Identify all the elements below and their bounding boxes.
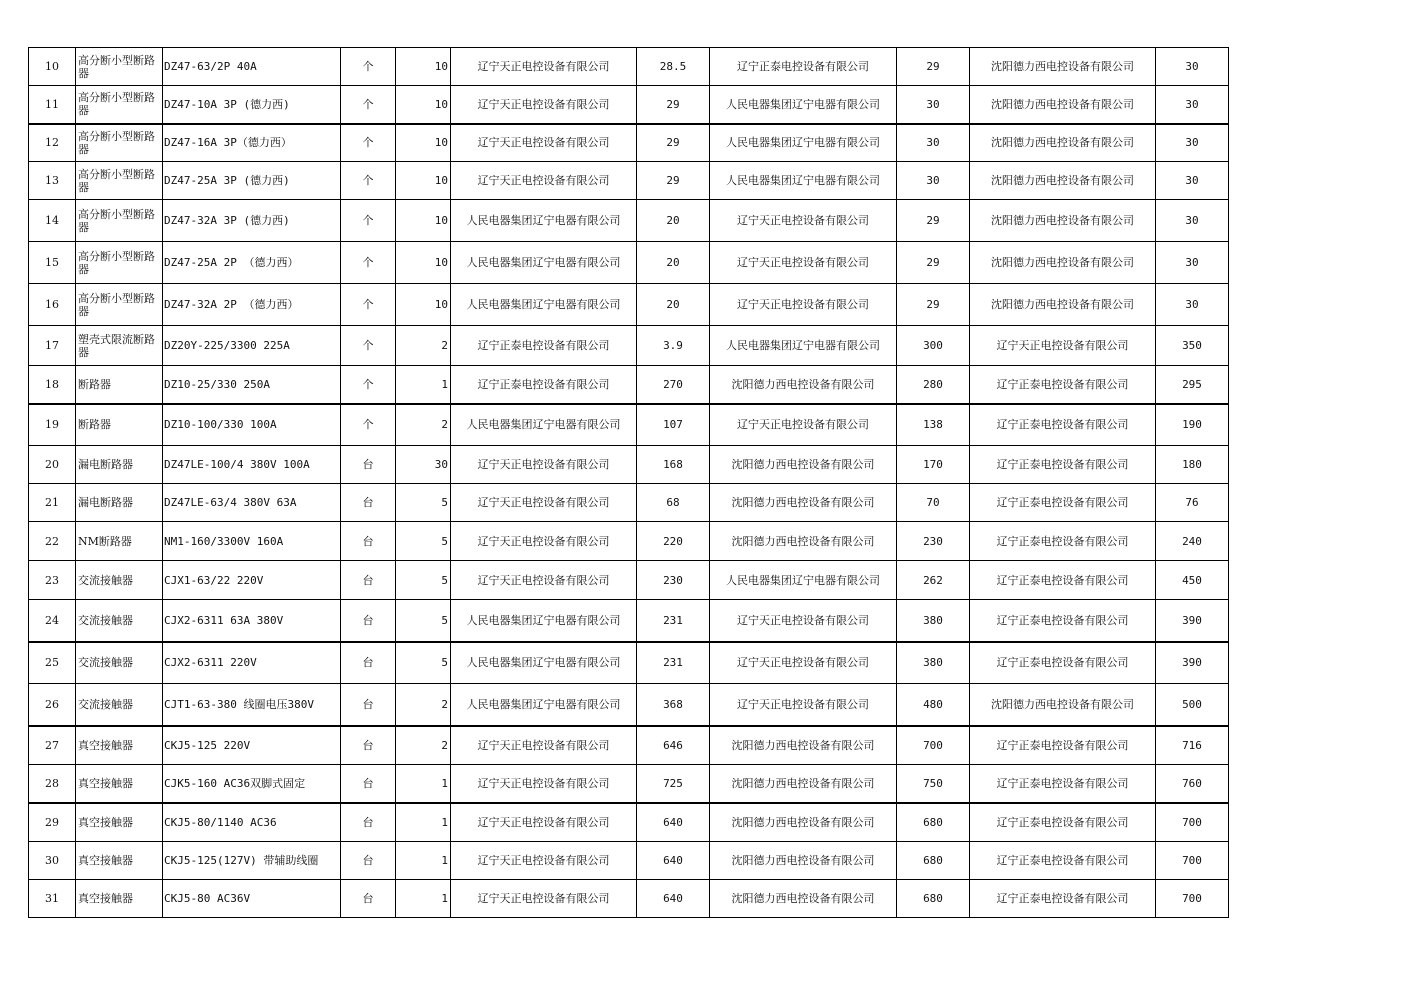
supplier-2-price: 380 xyxy=(897,600,970,642)
supplier-1-name: 辽宁天正电控设备有限公司 xyxy=(451,446,637,484)
row-number: 16 xyxy=(29,284,76,326)
item-unit: 台 xyxy=(341,803,396,842)
supplier-1-price: 640 xyxy=(637,842,710,880)
supplier-2-name: 辽宁正泰电控设备有限公司 xyxy=(710,48,897,86)
supplier-1-name: 辽宁天正电控设备有限公司 xyxy=(451,162,637,200)
supplier-1-price: 29 xyxy=(637,124,710,162)
item-quantity: 5 xyxy=(396,561,451,600)
supplier-1-name: 辽宁天正电控设备有限公司 xyxy=(451,522,637,561)
item-name: 真空接触器 xyxy=(76,880,163,918)
supplier-2-price: 680 xyxy=(897,803,970,842)
row-number: 25 xyxy=(29,642,76,684)
supplier-3-price: 760 xyxy=(1156,765,1229,803)
table-row xyxy=(29,726,1229,765)
row-number: 24 xyxy=(29,600,76,642)
supplier-3-name: 辽宁正泰电控设备有限公司 xyxy=(970,522,1156,561)
item-model: DZ47LE-100/4 380V 100A xyxy=(163,446,341,484)
table-row xyxy=(29,200,1229,242)
supplier-1-name: 辽宁天正电控设备有限公司 xyxy=(451,842,637,880)
item-name: 真空接触器 xyxy=(76,726,163,765)
supplier-1-price: 20 xyxy=(637,242,710,284)
item-unit: 个 xyxy=(341,48,396,86)
item-model: DZ10-100/330 100A xyxy=(163,404,341,446)
supplier-2-price: 750 xyxy=(897,765,970,803)
supplier-2-price: 680 xyxy=(897,842,970,880)
supplier-2-price: 230 xyxy=(897,522,970,561)
item-name: 高分断小型断路器 xyxy=(76,242,163,284)
table-row xyxy=(29,366,1229,404)
item-name: 断路器 xyxy=(76,404,163,446)
supplier-1-price: 220 xyxy=(637,522,710,561)
item-quantity: 5 xyxy=(396,484,451,522)
table-body xyxy=(29,48,1229,918)
supplier-2-price: 170 xyxy=(897,446,970,484)
item-unit: 台 xyxy=(341,726,396,765)
supplier-3-price: 700 xyxy=(1156,880,1229,918)
supplier-3-name: 沈阳德力西电控设备有限公司 xyxy=(970,200,1156,242)
item-model: CKJ5-125(127V) 带辅助线圈 xyxy=(163,842,341,880)
item-model: CJX2-6311 63A 380V xyxy=(163,600,341,642)
item-quantity: 1 xyxy=(396,765,451,803)
item-name: 交流接触器 xyxy=(76,600,163,642)
supplier-3-price: 500 xyxy=(1156,684,1229,726)
item-unit: 台 xyxy=(341,642,396,684)
item-unit: 个 xyxy=(341,366,396,404)
supplier-3-name: 辽宁正泰电控设备有限公司 xyxy=(970,561,1156,600)
row-number: 21 xyxy=(29,484,76,522)
supplier-1-price: 230 xyxy=(637,561,710,600)
item-name: 塑壳式限流断路器 xyxy=(76,326,163,366)
row-number: 20 xyxy=(29,446,76,484)
item-quantity: 2 xyxy=(396,684,451,726)
item-unit: 台 xyxy=(341,880,396,918)
supplier-1-price: 231 xyxy=(637,600,710,642)
item-unit: 个 xyxy=(341,124,396,162)
supplier-2-price: 138 xyxy=(897,404,970,446)
item-model: DZ47-25A 2P （德力西） xyxy=(163,242,341,284)
supplier-2-price: 30 xyxy=(897,124,970,162)
item-quantity: 2 xyxy=(396,404,451,446)
supplier-1-price: 68 xyxy=(637,484,710,522)
supplier-2-name: 沈阳德力西电控设备有限公司 xyxy=(710,803,897,842)
table-row xyxy=(29,561,1229,600)
supplier-2-price: 300 xyxy=(897,326,970,366)
item-model: DZ47-32A 2P （德力西） xyxy=(163,284,341,326)
item-name: 高分断小型断路器 xyxy=(76,86,163,124)
supplier-3-name: 辽宁正泰电控设备有限公司 xyxy=(970,880,1156,918)
item-model: CJX1-63/22 220V xyxy=(163,561,341,600)
row-number: 31 xyxy=(29,880,76,918)
item-name: 高分断小型断路器 xyxy=(76,48,163,86)
item-unit: 个 xyxy=(341,242,396,284)
supplier-1-price: 640 xyxy=(637,880,710,918)
supplier-2-name: 沈阳德力西电控设备有限公司 xyxy=(710,842,897,880)
table-row xyxy=(29,86,1229,124)
table-row xyxy=(29,600,1229,642)
item-quantity: 2 xyxy=(396,726,451,765)
item-quantity: 30 xyxy=(396,446,451,484)
supplier-3-price: 700 xyxy=(1156,842,1229,880)
supplier-3-name: 沈阳德力西电控设备有限公司 xyxy=(970,684,1156,726)
row-number: 23 xyxy=(29,561,76,600)
supplier-3-name: 辽宁正泰电控设备有限公司 xyxy=(970,803,1156,842)
item-quantity: 5 xyxy=(396,642,451,684)
supplier-2-name: 辽宁天正电控设备有限公司 xyxy=(710,684,897,726)
supplier-3-price: 190 xyxy=(1156,404,1229,446)
supplier-1-price: 107 xyxy=(637,404,710,446)
supplier-2-price: 30 xyxy=(897,86,970,124)
supplier-3-price: 30 xyxy=(1156,242,1229,284)
item-name: 交流接触器 xyxy=(76,642,163,684)
supplier-2-price: 29 xyxy=(897,48,970,86)
table-row xyxy=(29,803,1229,842)
supplier-1-name: 辽宁天正电控设备有限公司 xyxy=(451,726,637,765)
supplier-2-price: 700 xyxy=(897,726,970,765)
item-unit: 台 xyxy=(341,600,396,642)
supplier-3-price: 390 xyxy=(1156,600,1229,642)
item-model: DZ47-16A 3P（德力西） xyxy=(163,124,341,162)
table-row xyxy=(29,842,1229,880)
table-row xyxy=(29,684,1229,726)
item-model: DZ47LE-63/4 380V 63A xyxy=(163,484,341,522)
supplier-1-name: 辽宁天正电控设备有限公司 xyxy=(451,803,637,842)
supplier-2-price: 70 xyxy=(897,484,970,522)
supplier-2-price: 29 xyxy=(897,200,970,242)
item-name: 高分断小型断路器 xyxy=(76,124,163,162)
item-model: DZ10-25/330 250A xyxy=(163,366,341,404)
supplier-3-price: 30 xyxy=(1156,162,1229,200)
item-unit: 台 xyxy=(341,446,396,484)
supplier-1-price: 20 xyxy=(637,284,710,326)
supplier-2-name: 人民电器集团辽宁电器有限公司 xyxy=(710,561,897,600)
supplier-3-name: 辽宁正泰电控设备有限公司 xyxy=(970,366,1156,404)
supplier-1-name: 辽宁天正电控设备有限公司 xyxy=(451,484,637,522)
supplier-2-name: 人民电器集团辽宁电器有限公司 xyxy=(710,86,897,124)
supplier-1-name: 辽宁天正电控设备有限公司 xyxy=(451,124,637,162)
supplier-1-name: 人民电器集团辽宁电器有限公司 xyxy=(451,600,637,642)
item-quantity: 10 xyxy=(396,48,451,86)
supplier-1-name: 人民电器集团辽宁电器有限公司 xyxy=(451,642,637,684)
supplier-2-name: 辽宁天正电控设备有限公司 xyxy=(710,200,897,242)
item-quantity: 10 xyxy=(396,242,451,284)
supplier-3-price: 700 xyxy=(1156,803,1229,842)
supplier-3-name: 沈阳德力西电控设备有限公司 xyxy=(970,242,1156,284)
supplier-3-price: 350 xyxy=(1156,326,1229,366)
price-comparison-table xyxy=(28,47,1229,918)
supplier-3-price: 295 xyxy=(1156,366,1229,404)
supplier-1-price: 29 xyxy=(637,162,710,200)
item-quantity: 10 xyxy=(396,284,451,326)
supplier-1-price: 646 xyxy=(637,726,710,765)
supplier-3-price: 716 xyxy=(1156,726,1229,765)
item-name: 真空接触器 xyxy=(76,765,163,803)
item-model: DZ47-63/2P 40A xyxy=(163,48,341,86)
item-model: CKJ5-125 220V xyxy=(163,726,341,765)
supplier-1-name: 人民电器集团辽宁电器有限公司 xyxy=(451,404,637,446)
table-row xyxy=(29,162,1229,200)
table-row xyxy=(29,242,1229,284)
supplier-1-price: 20 xyxy=(637,200,710,242)
item-model: CKJ5-80 AC36V xyxy=(163,880,341,918)
item-name: 高分断小型断路器 xyxy=(76,284,163,326)
table-row xyxy=(29,522,1229,561)
row-number: 14 xyxy=(29,200,76,242)
item-unit: 台 xyxy=(341,522,396,561)
item-model: CJX2-6311 220V xyxy=(163,642,341,684)
supplier-2-name: 辽宁天正电控设备有限公司 xyxy=(710,404,897,446)
row-number: 13 xyxy=(29,162,76,200)
table-row xyxy=(29,326,1229,366)
item-name: 高分断小型断路器 xyxy=(76,200,163,242)
supplier-3-name: 辽宁正泰电控设备有限公司 xyxy=(970,765,1156,803)
item-name: 真空接触器 xyxy=(76,803,163,842)
supplier-1-price: 28.5 xyxy=(637,48,710,86)
supplier-3-price: 240 xyxy=(1156,522,1229,561)
supplier-3-name: 沈阳德力西电控设备有限公司 xyxy=(970,124,1156,162)
row-number: 19 xyxy=(29,404,76,446)
supplier-3-name: 辽宁正泰电控设备有限公司 xyxy=(970,726,1156,765)
supplier-3-price: 30 xyxy=(1156,124,1229,162)
supplier-3-price: 76 xyxy=(1156,484,1229,522)
supplier-3-price: 30 xyxy=(1156,48,1229,86)
supplier-2-price: 280 xyxy=(897,366,970,404)
supplier-1-name: 辽宁正泰电控设备有限公司 xyxy=(451,326,637,366)
supplier-1-name: 人民电器集团辽宁电器有限公司 xyxy=(451,284,637,326)
row-number: 12 xyxy=(29,124,76,162)
supplier-3-name: 辽宁正泰电控设备有限公司 xyxy=(970,842,1156,880)
supplier-1-price: 640 xyxy=(637,803,710,842)
row-number: 28 xyxy=(29,765,76,803)
table-row xyxy=(29,404,1229,446)
supplier-2-name: 沈阳德力西电控设备有限公司 xyxy=(710,446,897,484)
supplier-3-price: 180 xyxy=(1156,446,1229,484)
supplier-1-price: 368 xyxy=(637,684,710,726)
table-row xyxy=(29,642,1229,684)
item-name: NM断路器 xyxy=(76,522,163,561)
row-number: 30 xyxy=(29,842,76,880)
item-unit: 台 xyxy=(341,561,396,600)
supplier-2-price: 680 xyxy=(897,880,970,918)
item-unit: 个 xyxy=(341,326,396,366)
item-name: 交流接触器 xyxy=(76,561,163,600)
item-model: DZ20Y-225/3300 225A xyxy=(163,326,341,366)
supplier-3-price: 30 xyxy=(1156,200,1229,242)
item-quantity: 10 xyxy=(396,124,451,162)
table-row xyxy=(29,284,1229,326)
supplier-1-name: 人民电器集团辽宁电器有限公司 xyxy=(451,242,637,284)
supplier-1-price: 3.9 xyxy=(637,326,710,366)
supplier-1-name: 人民电器集团辽宁电器有限公司 xyxy=(451,200,637,242)
row-number: 27 xyxy=(29,726,76,765)
item-quantity: 1 xyxy=(396,366,451,404)
supplier-1-price: 270 xyxy=(637,366,710,404)
row-number: 17 xyxy=(29,326,76,366)
supplier-2-name: 沈阳德力西电控设备有限公司 xyxy=(710,726,897,765)
supplier-1-name: 辽宁正泰电控设备有限公司 xyxy=(451,366,637,404)
supplier-3-name: 辽宁正泰电控设备有限公司 xyxy=(970,446,1156,484)
supplier-2-name: 辽宁天正电控设备有限公司 xyxy=(710,242,897,284)
supplier-2-name: 人民电器集团辽宁电器有限公司 xyxy=(710,326,897,366)
row-number: 10 xyxy=(29,48,76,86)
supplier-1-name: 辽宁天正电控设备有限公司 xyxy=(451,86,637,124)
item-unit: 个 xyxy=(341,200,396,242)
item-unit: 个 xyxy=(341,162,396,200)
supplier-2-name: 人民电器集团辽宁电器有限公司 xyxy=(710,124,897,162)
table-row xyxy=(29,48,1229,86)
supplier-2-price: 262 xyxy=(897,561,970,600)
supplier-3-name: 辽宁天正电控设备有限公司 xyxy=(970,326,1156,366)
supplier-1-price: 725 xyxy=(637,765,710,803)
item-quantity: 2 xyxy=(396,326,451,366)
supplier-2-price: 29 xyxy=(897,284,970,326)
supplier-3-name: 辽宁正泰电控设备有限公司 xyxy=(970,600,1156,642)
supplier-2-price: 480 xyxy=(897,684,970,726)
supplier-2-price: 29 xyxy=(897,242,970,284)
supplier-1-name: 辽宁天正电控设备有限公司 xyxy=(451,561,637,600)
supplier-2-name: 辽宁天正电控设备有限公司 xyxy=(710,642,897,684)
item-model: DZ47-32A 3P (德力西) xyxy=(163,200,341,242)
supplier-2-name: 辽宁天正电控设备有限公司 xyxy=(710,600,897,642)
supplier-3-name: 沈阳德力西电控设备有限公司 xyxy=(970,162,1156,200)
supplier-3-name: 辽宁正泰电控设备有限公司 xyxy=(970,404,1156,446)
item-unit: 台 xyxy=(341,765,396,803)
row-number: 18 xyxy=(29,366,76,404)
item-name: 漏电断路器 xyxy=(76,446,163,484)
supplier-1-name: 辽宁天正电控设备有限公司 xyxy=(451,48,637,86)
item-quantity: 5 xyxy=(396,600,451,642)
supplier-1-price: 29 xyxy=(637,86,710,124)
supplier-1-price: 231 xyxy=(637,642,710,684)
supplier-2-price: 30 xyxy=(897,162,970,200)
supplier-2-name: 人民电器集团辽宁电器有限公司 xyxy=(710,162,897,200)
item-unit: 个 xyxy=(341,404,396,446)
table-row xyxy=(29,880,1229,918)
table-row xyxy=(29,765,1229,803)
supplier-3-price: 30 xyxy=(1156,86,1229,124)
supplier-2-name: 沈阳德力西电控设备有限公司 xyxy=(710,880,897,918)
item-unit: 个 xyxy=(341,284,396,326)
row-number: 15 xyxy=(29,242,76,284)
item-model: DZ47-10A 3P (德力西) xyxy=(163,86,341,124)
item-name: 高分断小型断路器 xyxy=(76,162,163,200)
supplier-3-price: 390 xyxy=(1156,642,1229,684)
supplier-3-price: 450 xyxy=(1156,561,1229,600)
item-model: DZ47-25A 3P (德力西) xyxy=(163,162,341,200)
item-model: CJT1-63-380 线圈电压380V xyxy=(163,684,341,726)
supplier-2-name: 沈阳德力西电控设备有限公司 xyxy=(710,765,897,803)
item-unit: 台 xyxy=(341,684,396,726)
supplier-3-price: 30 xyxy=(1156,284,1229,326)
item-unit: 台 xyxy=(341,842,396,880)
supplier-2-name: 辽宁天正电控设备有限公司 xyxy=(710,284,897,326)
supplier-2-name: 沈阳德力西电控设备有限公司 xyxy=(710,484,897,522)
table-row xyxy=(29,446,1229,484)
row-number: 22 xyxy=(29,522,76,561)
item-quantity: 10 xyxy=(396,86,451,124)
table-row xyxy=(29,484,1229,522)
item-quantity: 1 xyxy=(396,880,451,918)
supplier-3-name: 沈阳德力西电控设备有限公司 xyxy=(970,48,1156,86)
item-unit: 台 xyxy=(341,484,396,522)
supplier-1-price: 168 xyxy=(637,446,710,484)
item-unit: 个 xyxy=(341,86,396,124)
item-quantity: 1 xyxy=(396,803,451,842)
item-name: 断路器 xyxy=(76,366,163,404)
supplier-1-name: 辽宁天正电控设备有限公司 xyxy=(451,765,637,803)
row-number: 11 xyxy=(29,86,76,124)
item-model: CJK5-160 AC36双脚式固定 xyxy=(163,765,341,803)
supplier-3-name: 辽宁正泰电控设备有限公司 xyxy=(970,642,1156,684)
item-quantity: 5 xyxy=(396,522,451,561)
item-quantity: 10 xyxy=(396,200,451,242)
supplier-2-name: 沈阳德力西电控设备有限公司 xyxy=(710,522,897,561)
item-name: 真空接触器 xyxy=(76,842,163,880)
supplier-3-name: 沈阳德力西电控设备有限公司 xyxy=(970,86,1156,124)
supplier-1-name: 人民电器集团辽宁电器有限公司 xyxy=(451,684,637,726)
supplier-2-name: 沈阳德力西电控设备有限公司 xyxy=(710,366,897,404)
supplier-2-price: 380 xyxy=(897,642,970,684)
row-number: 29 xyxy=(29,803,76,842)
item-quantity: 10 xyxy=(396,162,451,200)
row-number: 26 xyxy=(29,684,76,726)
item-name: 交流接触器 xyxy=(76,684,163,726)
item-model: CKJ5-80/1140 AC36 xyxy=(163,803,341,842)
supplier-1-name: 辽宁天正电控设备有限公司 xyxy=(451,880,637,918)
supplier-3-name: 沈阳德力西电控设备有限公司 xyxy=(970,284,1156,326)
item-name: 漏电断路器 xyxy=(76,484,163,522)
table-row xyxy=(29,124,1229,162)
item-quantity: 1 xyxy=(396,842,451,880)
item-model: NM1-160/3300V 160A xyxy=(163,522,341,561)
supplier-3-name: 辽宁正泰电控设备有限公司 xyxy=(970,484,1156,522)
